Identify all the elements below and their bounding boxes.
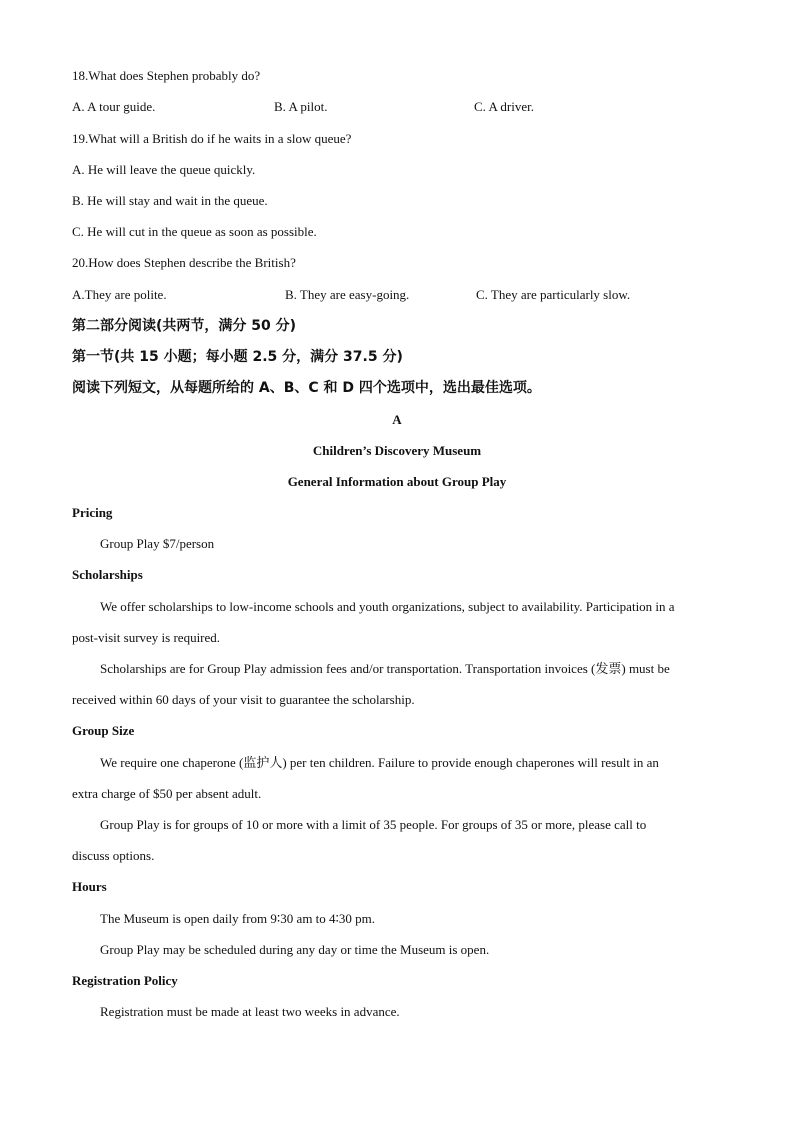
group-size-paragraph-1-line-2: extra charge of $50 per absent adult. xyxy=(72,786,262,801)
pricing-text: Group Play $7/person xyxy=(100,536,215,551)
scholarships-paragraph-2-line-1: Scholarships are for Group Play admission fees and/or transportation. Transportation invoices (发票) must be xyxy=(100,661,670,676)
section-instruction: 阅读下列短文，从每题所给的 A、B、C 和 D 四个选项中，选出最佳选项。 xyxy=(72,380,541,396)
question-19-stem: 19.What will a British do if he waits in a slow queue? xyxy=(72,131,352,146)
question-19-option-c: C. He will cut in the queue as soon as possible. xyxy=(72,224,317,239)
passage-title: Children’s Discovery Museum xyxy=(312,443,482,458)
question-18-option-b: B. A pilot. xyxy=(274,99,328,114)
group-size-paragraph-1-line-1: We require one chaperone (监护人) per ten children. Failure to provide enough chaperones will result in an xyxy=(100,755,659,770)
hours-paragraph-2: Group Play may be scheduled during any day or time the Museum is open. xyxy=(100,942,490,957)
question-20-stem: 20.How does Stephen describe the British? xyxy=(72,255,296,270)
group-size-paragraph-2-line-2: discuss options. xyxy=(72,848,155,863)
question-20-option-a: A.They are polite. xyxy=(72,287,167,302)
group-size-heading: Group Size xyxy=(72,723,135,738)
scholarships-heading: Scholarships xyxy=(72,567,143,582)
hours-heading: Hours xyxy=(72,879,107,894)
question-19-option-a: A. He will leave the queue quickly. xyxy=(72,162,256,177)
question-20-option-c: C. They are particularly slow. xyxy=(476,287,631,302)
question-19-option-b: B. He will stay and wait in the queue. xyxy=(72,193,268,208)
registration-heading: Registration Policy xyxy=(72,973,178,988)
group-size-paragraph-2-line-1: Group Play is for groups of 10 or more with a limit of 35 people. For groups of 35 or more, please call to xyxy=(100,817,647,832)
question-18-option-c: C. A driver. xyxy=(474,99,534,114)
scholarships-paragraph-1-line-1: We offer scholarships to low-income schools and youth organizations, subject to availability. Participation in a xyxy=(100,599,675,614)
hours-paragraph-1: The Museum is open daily from 9∶30 am to 4∶30 pm. xyxy=(100,911,376,926)
scholarships-paragraph-2-line-2: received within 60 days of your visit to guarantee the scholarship. xyxy=(72,692,415,707)
registration-paragraph-1: Registration must be made at least two weeks in advance. xyxy=(100,1004,400,1019)
part-title: 第二部分阅读(共两节，满分 50 分) xyxy=(72,318,297,334)
passage-label: A xyxy=(392,412,402,427)
pricing-heading: Pricing xyxy=(72,505,113,520)
passage-subtitle: General Information about Group Play xyxy=(287,474,507,489)
question-20-option-b: B. They are easy-going. xyxy=(285,287,410,302)
section-subtitle: 第一节(共 15 小题；每小题 2.5 分，满分 37.5 分) xyxy=(72,349,403,365)
scholarships-paragraph-1-line-2: post-visit survey is required. xyxy=(72,630,221,645)
question-18-stem: 18.What does Stephen probably do? xyxy=(72,68,261,83)
question-18-option-a: A. A tour guide. xyxy=(72,99,156,114)
